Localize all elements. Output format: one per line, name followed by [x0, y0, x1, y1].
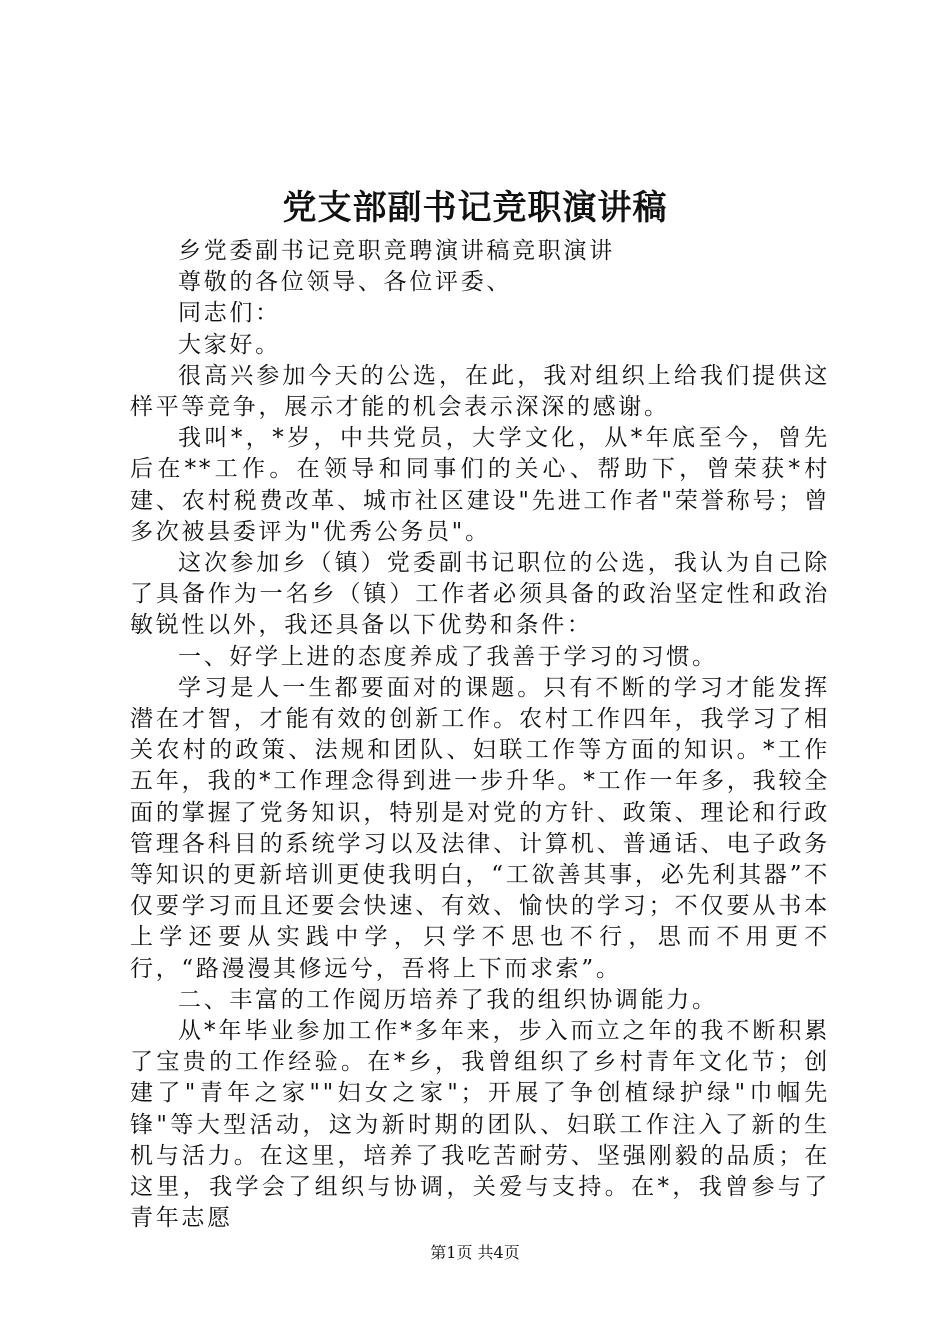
paragraph: 一、好学上进的态度养成了我善于学习的习惯。 — [178, 643, 718, 670]
paragraph: 学习是人一生都要面对的课题。只有不断的学习才能发挥潜在才智，才能有效的创新工作。农村工作四年，我学习了相关农村的政策、法规和团队、妇联工作等方面的知识。*工作五年，我的*工作理念得到进一步升华。*工作一年多，我较全面的掌握了党务知识，特别是对党的方针、政策、理论和行政管理各科目的系统学习以及法律、计算机、普通话、电子政务等知识的更新培训更使我明白，“工欲善其事，必先利其器”不仅要学习而且还要会快速、有效、愉快的学习；不仅要从书本上学还要从实践中学，只学不思也不行，思而不用更不行，“路漫漫其修远兮，吾将上下而求索”。 — [130, 674, 830, 982]
paragraph: 很高兴参加今天的公选，在此，我对组织上给我们提供这样平等竞争，展示才能的机会表示深深的感谢。 — [130, 362, 830, 421]
page-footer: 第1页 共4页 — [430, 1243, 520, 1262]
document-title: 党支部副书记竞职演讲稿 — [282, 188, 668, 228]
paragraph: 大家好。 — [178, 331, 281, 358]
paragraph: 同志们： — [178, 300, 281, 327]
paragraph: 尊敬的各位领导、各位评委、 — [178, 269, 513, 296]
paragraph: 乡党委副书记竞职竞聘演讲稿竞职演讲 — [178, 238, 615, 264]
paragraph: 这次参加乡（镇）党委副书记职位的公选，我认为自己除了具备作为一名乡（镇）工作者必须具备的政治坚定性和政治敏锐性以外，我还具备以下优势和条件： — [130, 550, 830, 639]
paragraph: 二、丰富的工作阅历培养了我的组织协调能力。 — [178, 986, 718, 1013]
paragraph: 我叫*，*岁，中共党员，大学文化，从*年底至今，曾先后在**工作。在领导和同事们的关心、帮助下，曾荣获*村建、农村税费改革、城市社区建设"先进工作者"荣誉称号；曾多次被县委评为"优秀公务员"。 — [130, 425, 830, 545]
paragraph: 从*年毕业参加工作*多年来，步入而立之年的我不断积累了宝贵的工作经验。在*乡，我曾组织了乡村青年文化节；创建了"青年之家""妇女之家"；开展了争创植绿护绿"巾帼先锋"等大型活动，这为新时期的团队、妇联工作注入了新的生机与活力。在这里，培养了我吃苦耐劳、坚强刚毅的品质；在这里，我学会了组织与协调，关爱与支持。在*，我曾参与了青年志愿 — [130, 1018, 830, 1232]
document-body — [130, 236, 830, 1235]
